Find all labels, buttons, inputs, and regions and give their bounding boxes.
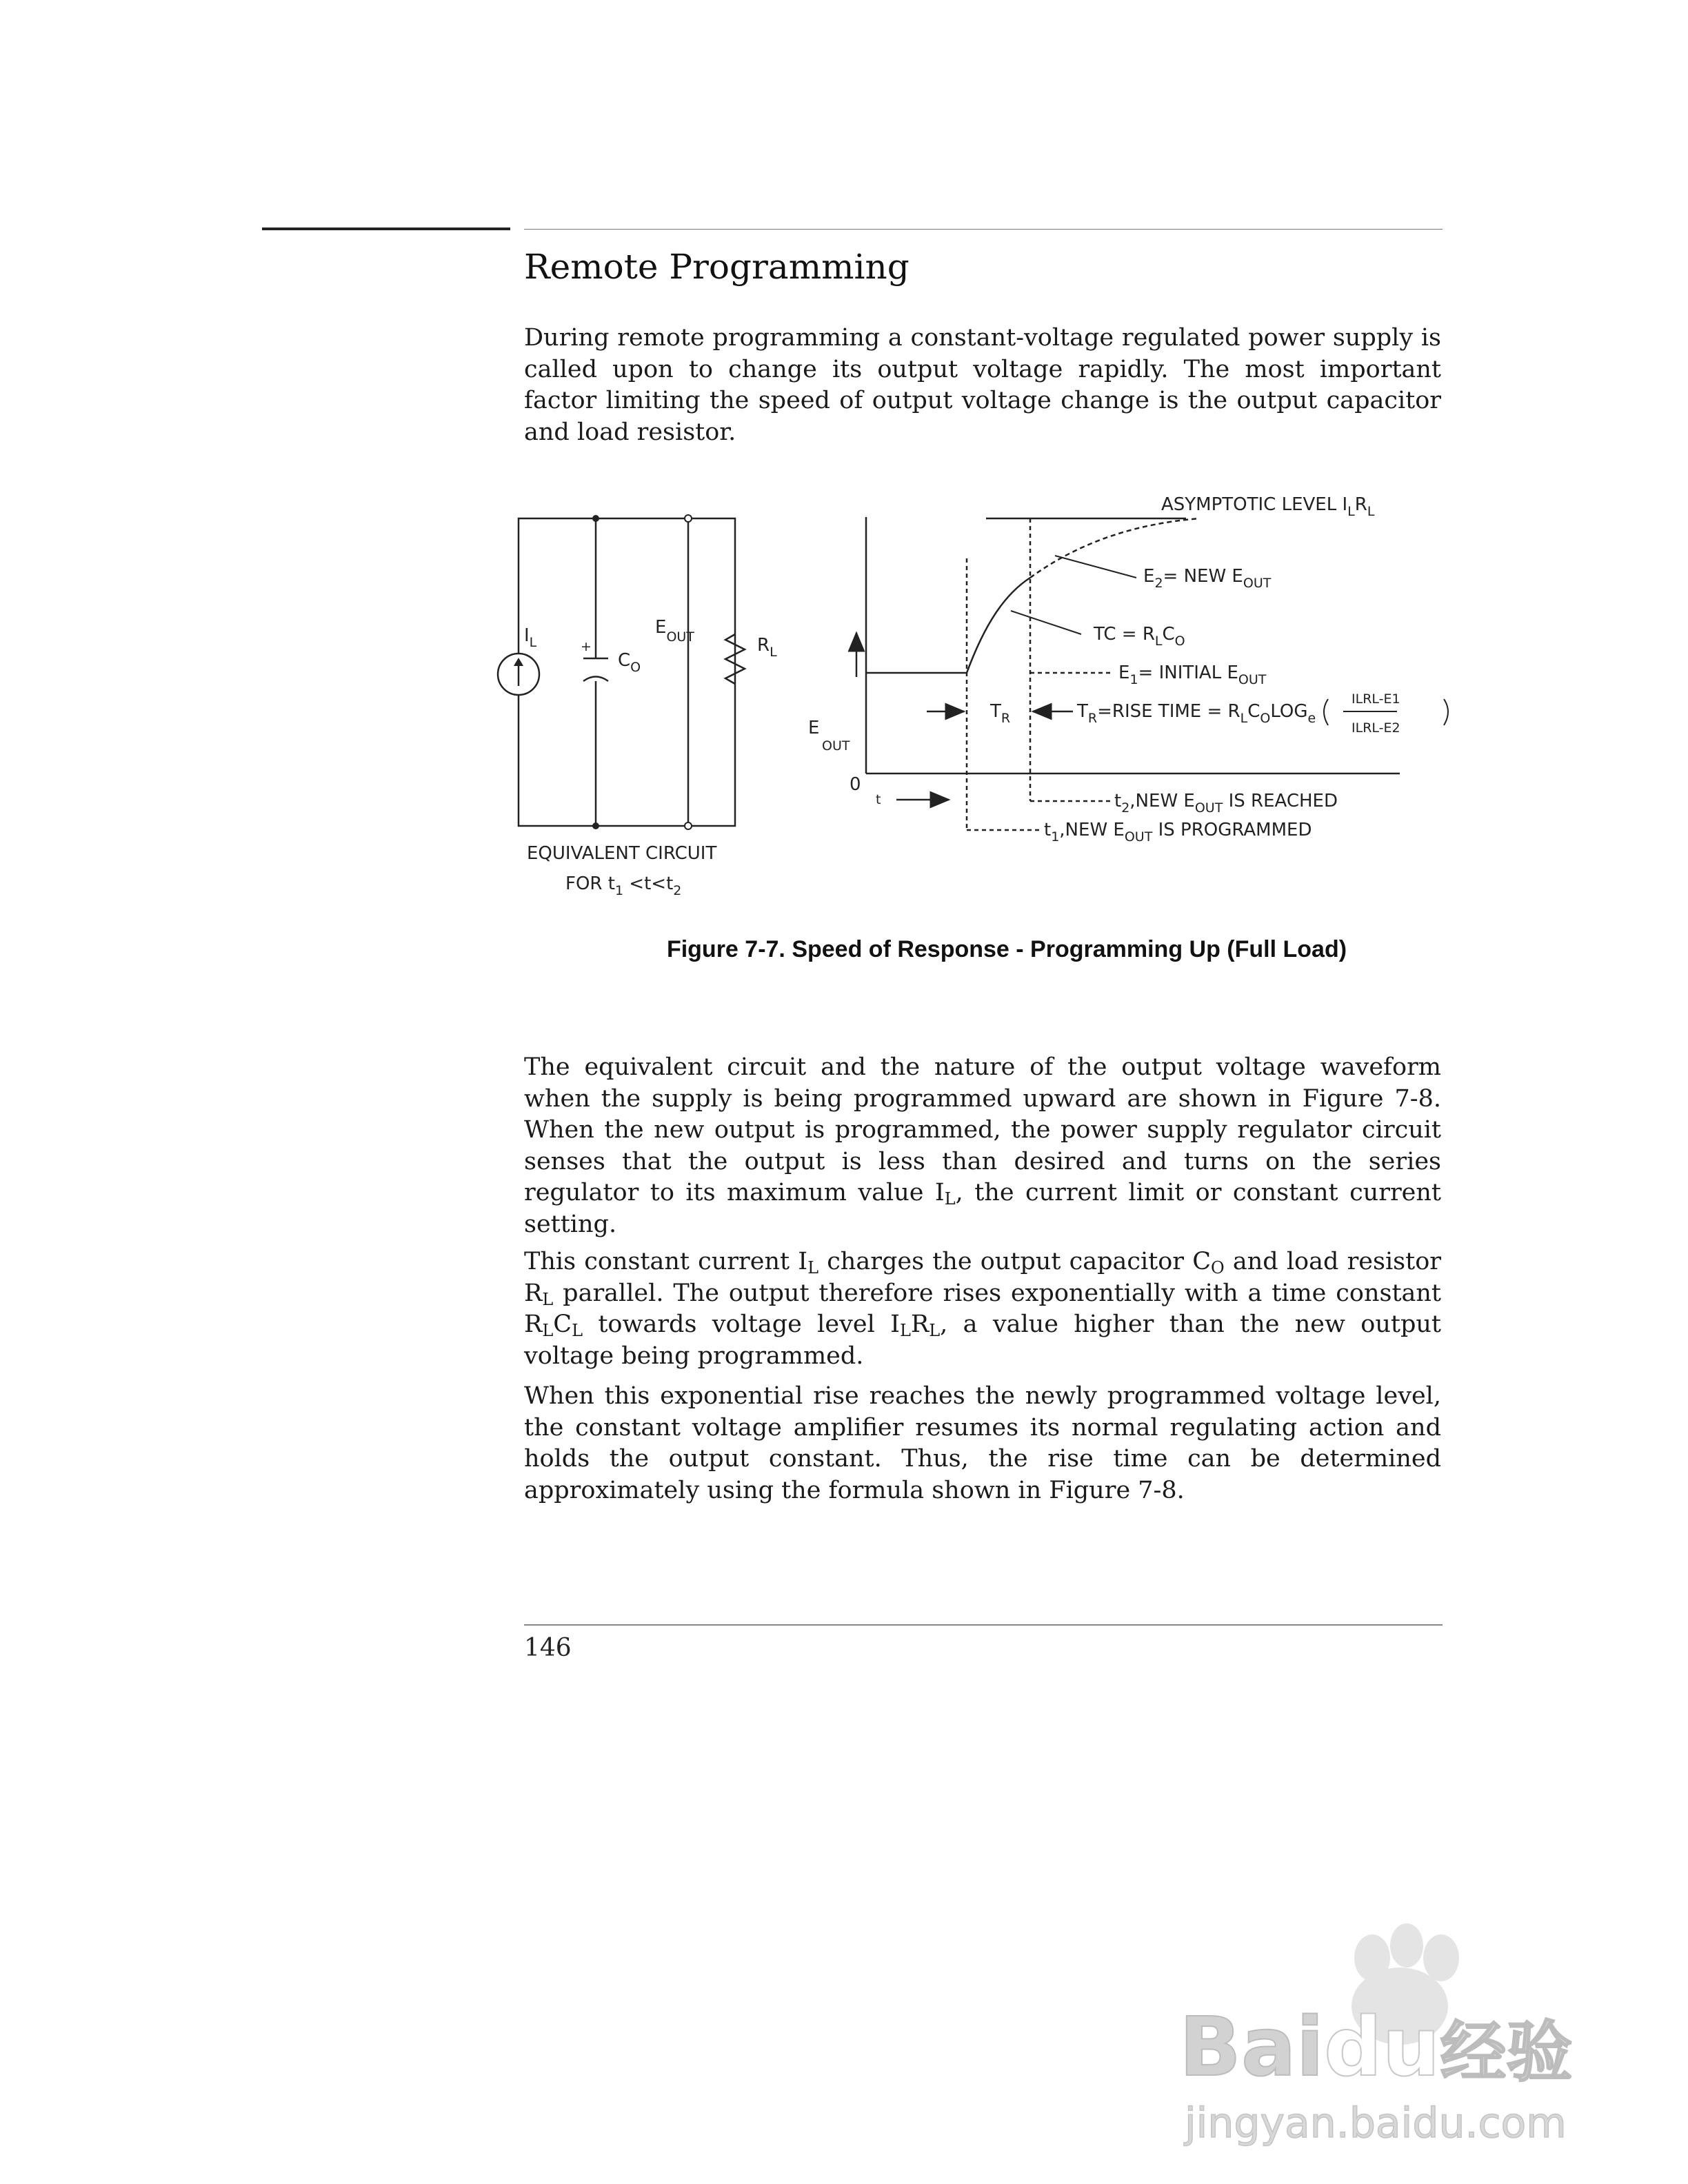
watermark-brand: Baidu经验: [1179, 1999, 1573, 2094]
header-rule-thick: [262, 228, 510, 230]
section-heading: Remote Programming: [524, 247, 910, 287]
terminal-node: [685, 822, 692, 829]
circuit-caption-line2: FOR $t_1 <t<t_2$: [565, 873, 682, 898]
page-number: 146: [524, 1634, 572, 1662]
circuit-caption-line1: EQUIVALENT CIRCUIT: [527, 843, 717, 864]
circuit-label-co: $C_O$: [618, 650, 641, 675]
footer-rule: [524, 1624, 1443, 1626]
label-t1-programmed: $t_1,NEW$ $E_{OUT}$ IS PROGRAMMED: [1044, 820, 1312, 845]
baidu-watermark: [1165, 1903, 1579, 2165]
label-e2-new-eout: $E_2=$ NEW $E_{OUT}$: [1143, 566, 1272, 591]
label-time-constant: TC = $R_LC_O$: [1094, 624, 1185, 649]
e2-leader: [1055, 556, 1136, 578]
tc-leader: [1011, 611, 1081, 634]
paren-right: [1444, 699, 1448, 725]
formula-numerator: ILRL-E1: [1352, 691, 1400, 707]
header-rule-thin: [524, 229, 1443, 230]
circuit-nodes: [514, 515, 692, 829]
label-t2-reached: $t_2,NEW$ $E_{OUT}$ IS REACHED: [1114, 791, 1338, 816]
paragraph-intro: During remote programming a constant-voltage regulated power supply is called upon to change its output voltage rapidly. The most important factor limiting the speed of output voltage change is the output capacitor and load resistor.: [524, 324, 1441, 446]
label-e1-initial-eout: $E_1=$ INITIAL $E_{OUT}$: [1118, 663, 1267, 687]
figure-caption: Figure 7-7. Speed of Response - Programming Up (Full Load): [666, 936, 1347, 962]
circuit-label-il: $I_L$: [524, 625, 537, 650]
paragraph-equivalent-circuit: The equivalent circuit and the nature of the output voltage waveform when the supply is being programmed upward are shown in Figure 7-8. When the new output is programmed, the power supply regulator circuit senses that the output is less than desired and turns on the series regulator to its maximum value $I_L$, the current limit or constant current setting.: [524, 1053, 1441, 1238]
graph-y-axis-label: EOUT: [808, 718, 850, 754]
graph-origin-label: 0: [850, 774, 861, 795]
circuit-label-eout: $E_{OUT}$: [655, 617, 694, 645]
graph-time-label: t: [876, 792, 881, 807]
figure-speed-of-response: [483, 483, 1489, 924]
paragraph-constant-current: This constant current $I_L$ charges the output capacitor $C_O$ and load resistor $R_L$ parallel. The output therefore rises exponentially with a time constant $R_LC_L$ towards voltage level $I_LR_L$, a value higher than the new output voltage being programmed.: [524, 1248, 1441, 1370]
formula-denominator: ILRL-E2: [1352, 720, 1400, 736]
paren-left: [1324, 699, 1328, 725]
junction-dot: [592, 515, 599, 522]
terminal-node: [685, 515, 692, 522]
circuit-label-rl: $R_L$: [757, 635, 777, 660]
label-rise-time-formula: $T_R=RISE$ TIME = $R_LC_OLOG_e$: [1077, 701, 1316, 726]
label-tr: $T_R$: [990, 701, 1011, 726]
capacitor-plus-label: +: [581, 639, 592, 654]
rise-curve: [967, 578, 1030, 673]
junction-dot: [592, 822, 599, 829]
watermark-url: jingyan.baidu.com: [1185, 2099, 1567, 2147]
label-asymptotic-level: ASYMPTOTIC LEVEL $I_LR_L$: [1161, 494, 1375, 519]
paragraph-rise-time: When this exponential rise reaches the newly programmed voltage level, the constant voltage amplifier resumes its normal regulating action and holds the output constant. Thus, the rise time can be determined approximately using the formula shown in Figure 7-8.: [524, 1382, 1441, 1504]
equivalent-circuit: [498, 518, 745, 826]
